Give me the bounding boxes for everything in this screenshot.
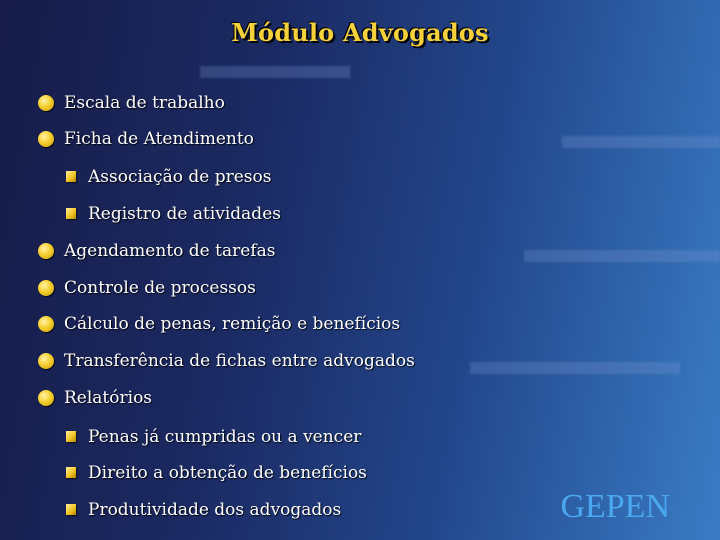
bullet-dot (38, 280, 54, 296)
list-item: Relatórios (64, 388, 153, 408)
bullet-square (66, 467, 76, 478)
footer-logo-text: GEPEN (560, 488, 670, 525)
bullet-square (66, 504, 76, 515)
bullet-dot (38, 390, 54, 406)
list-item: Transferência de fichas entre advogados (64, 351, 415, 371)
list-item: Ficha de Atendimento (64, 129, 254, 149)
list-item: Agendamento de tarefas (64, 241, 276, 261)
decorative-stripe (524, 250, 720, 262)
bullet-dot (38, 131, 54, 147)
slide-title: Módulo Advogados (231, 18, 489, 47)
decorative-stripe (562, 136, 720, 148)
bullet-dot (38, 353, 54, 369)
list-subitem: Registro de atividades (88, 204, 281, 224)
decorative-stripe (200, 66, 350, 78)
list-subitem: Penas já cumpridas ou a vencer (88, 427, 362, 447)
bullet-dot (38, 243, 54, 259)
bullet-square (66, 431, 76, 442)
decorative-stripe (470, 362, 680, 374)
list-item: Cálculo de penas, remição e benefícios (64, 314, 401, 334)
list-subitem: Produtividade dos advogados (88, 500, 342, 520)
bullet-dot (38, 316, 54, 332)
list-item: Controle de processos (64, 278, 256, 298)
bullet-dot (38, 95, 54, 111)
bullet-square (66, 171, 76, 182)
bullet-square (66, 208, 76, 219)
list-subitem: Associação de presos (88, 167, 272, 187)
list-subitem: Direito a obtenção de benefícios (88, 463, 367, 483)
list-item: Escala de trabalho (64, 93, 225, 113)
